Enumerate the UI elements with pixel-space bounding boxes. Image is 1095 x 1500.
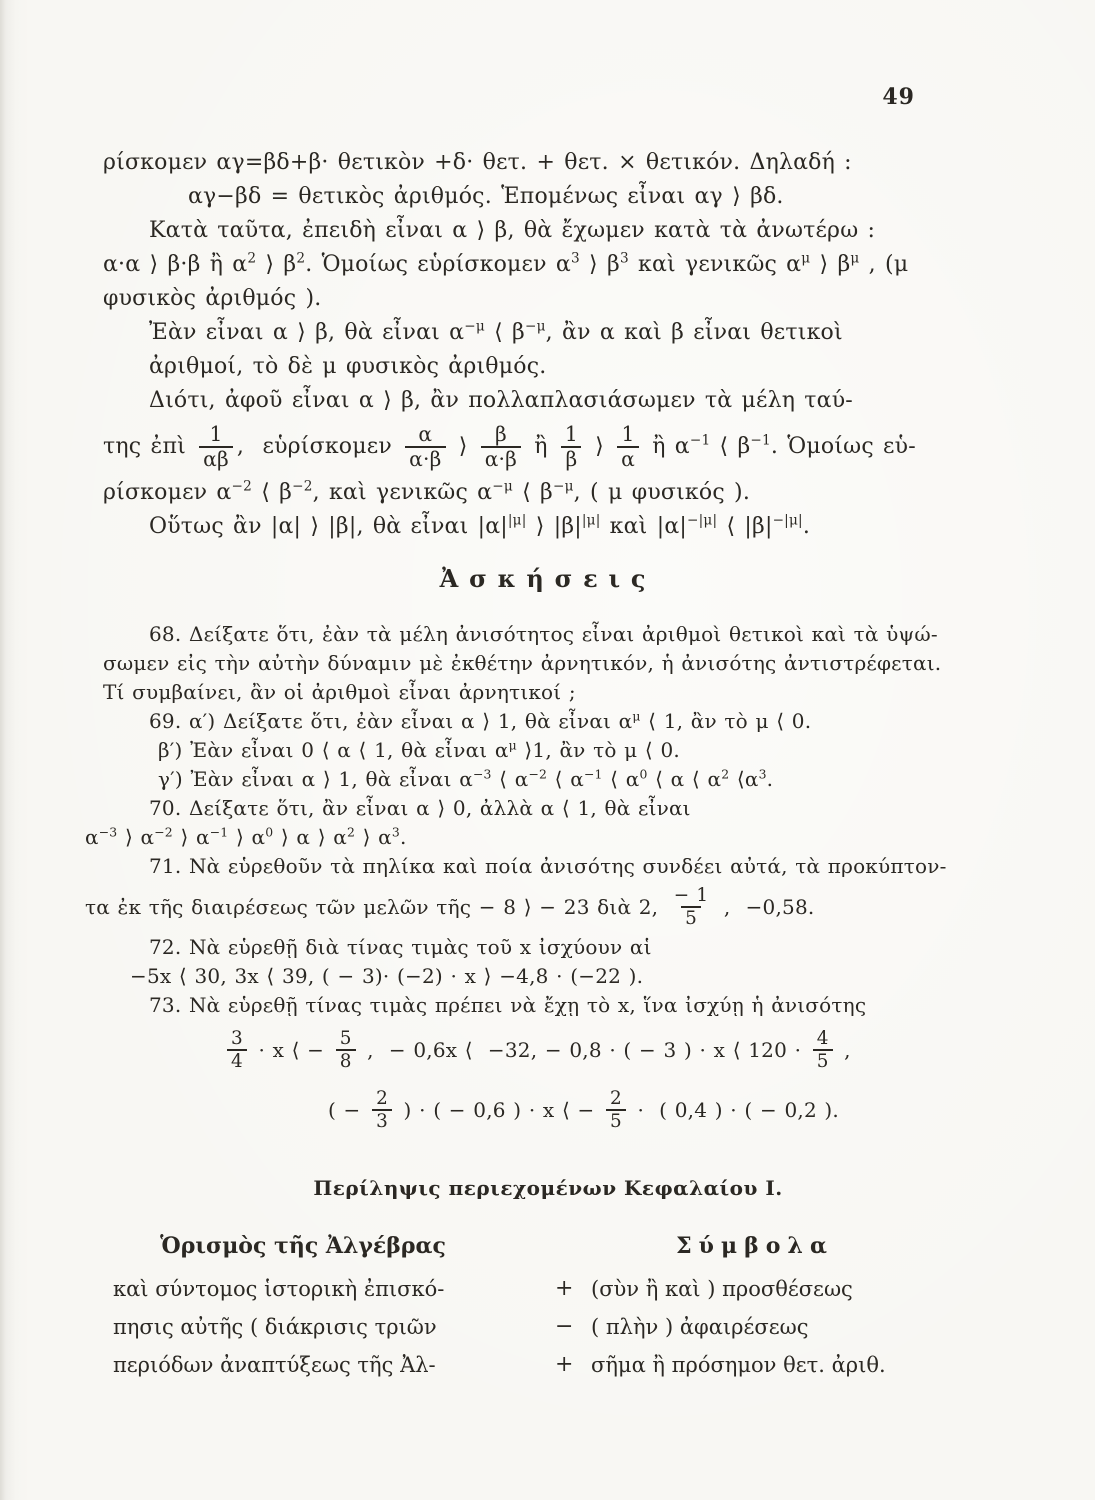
symbol-description: σῆμα ἢ πρόσημον θετ. ἀριθ. (591, 1353, 886, 1377)
math-text: · ( 0,4 ) · ( − 0,2 ). (629, 1097, 839, 1122)
plus-symbol: + (555, 1352, 574, 1377)
page-content (85, 84, 993, 1384)
math-text: ) · ( − 0,6 ) · x ⟨ − (395, 1097, 603, 1122)
intro-line-8: Διότι, ἀφοῦ εἶναι α ⟩ β, ἂν πολλαπλασιάσωμεν τὰ μέλη ταύ- (149, 388, 853, 413)
intro-paragraphs (103, 146, 993, 544)
exercise-69-line-3: γ′) Ἐὰν εἶναι α ⟩ 1, θὰ εἶναι $\alpha^{-3}$ ⟨ $\alpha^{-2}$ ⟨ $\alpha^{-1}$ ⟨ $\alpha^0$ ⟨ α ⟨ $\alpha^2$ $⟨\alpha^3$. (158, 766, 774, 791)
summary-right-column (555, 1230, 955, 1384)
fraction: $\frac{2}{5}$ (606, 1088, 626, 1132)
math-text: ( − (328, 1097, 369, 1122)
fraction: $\frac{5}{8}$ (336, 1028, 356, 1072)
exercise-73-line-1: 73. Νὰ εὑρεθῇ τίνας τιμὰς πρέπει νὰ ἔχῃ τὸ x, ἵνα ἰσχύῃ ἡ ἀνισότης (149, 993, 867, 1017)
exercise-73-formula-line-1 (103, 1020, 993, 1080)
intro-line-3: Κατὰ ταῦτα, ἐπειδὴ εἶναι α ⟩ β, θὰ ἔχωμεν κατὰ τὰ ἀνωτέρω : (149, 218, 876, 243)
symbol-row-minus-subtraction (555, 1308, 955, 1346)
exercise-69-line-2: β′) Ἐὰν εἶναι 0 ⟨ α ⟨ 1, θὰ εἶναι $\alpha^\mu$ ⟩1, ἂν τὸ μ ⟨ 0. (158, 737, 680, 762)
math-text: , εὑρίσκομεν (236, 434, 402, 459)
chapter-summary (103, 1174, 993, 1384)
exercise-71-line-1: 71. Νὰ εὑρεθοῦν τὰ πηλίκα καὶ ποία ἀνισότης συνδέει αὐτά, τὰ προκύπτον- (149, 854, 947, 878)
summary-right-heading: Σύμβολα (676, 1233, 834, 1259)
exercise-68-line-1: 68. Δείξατε ὅτι, ἐὰν τὰ μέλη ἀνισότητος εἶναι ἀριθμοὶ θετικοὶ καὶ τὰ ὑψώ- (149, 622, 938, 646)
intro-line-4: α·α ⟩ β·β ἢ $\alpha^2$ ⟩ $\beta^2$. Ὁμοίως εὑρίσκομεν $\alpha^3$ ⟩ $\beta^3$ καὶ γενικῶς $\alpha^\mu$ ⟩ $\beta^\mu$ , (μ (103, 250, 909, 277)
symbol-description: ( πλὴν ) ἀφαιρέσεως (591, 1315, 809, 1339)
summary-title: Περίληψις περιεχομένων Κεφαλαίου Ι. (313, 1176, 783, 1200)
summary-left-line-1: καὶ σύντομος ἱστορικὴ ἐπισκό- (113, 1277, 445, 1301)
page-number: 49 (882, 84, 915, 110)
fraction: $\frac{2}{3}$ (372, 1088, 392, 1132)
intro-line-10: ρίσκομεν $\alpha^{-2}$ ⟨ $\beta^{-2}$, καὶ γενικῶς $\alpha^{-\mu}$ ⟨ $\beta^{-\mu}$, ( μ φυσικός ). (103, 478, 751, 505)
symbol-row-plus-sign (555, 1346, 955, 1384)
intro-line-1: ρίσκομεν αγ=βδ+β· θετικὸν +δ· θετ. + θετ. × θετικόν. Δηλαδή : (103, 150, 852, 175)
exercise-71-fraction-line (85, 881, 993, 933)
fraction: $\frac{3}{4}$ (227, 1028, 247, 1072)
math-text: ἢ (525, 434, 557, 459)
fraction: $\frac{1}{\alpha\beta}$ (199, 423, 233, 472)
fraction: $\frac{\alpha}{\alpha\cdot\beta}$ (405, 423, 445, 472)
math-text: ⟩ (585, 434, 614, 459)
intro-line-2: αγ−βδ = θετικὸς ἀριθμός. Ἑπομένως εἶναι αγ ⟩ βδ. (188, 184, 784, 209)
exercise-72-line-1: 72. Νὰ εὑρεθῇ διὰ τίνας τιμὰς τοῦ x ἰσχύουν αἱ (149, 935, 652, 959)
fraction: $\frac{1}{\beta}$ (561, 423, 582, 472)
exercise-68-line-3: Τί συμβαίνει, ἂν οἱ ἀριθμοὶ εἶναι ἀρνητικοί ; (103, 680, 576, 704)
math-text: · x ⟨ − (250, 1037, 332, 1062)
symbol-description: (σὺν ἢ καὶ ) προσθέσεως (591, 1277, 853, 1301)
exercise-73-formula-line-2 (103, 1080, 993, 1140)
fraction: $\frac{1}{\alpha}$ (617, 423, 639, 472)
math-text: , −0,58. (716, 894, 815, 919)
intro-line-5: φυσικὸς ἀριθμός ). (103, 286, 322, 311)
intro-line-6: Ἐὰν εἶναι α ⟩ β, θὰ εἶναι $\alpha^{-\mu}$ ⟨ $\beta^{-\mu}$, ἂν α καὶ β εἶναι θετικοὶ (149, 318, 843, 345)
exercise-68-line-2: σωμεν εἰς τὴν αὐτὴν δύναμιν μὲ ἐκθέτην ἀρνητικόν, ἡ ἀνισότης ἀντιστρέφεται. (103, 651, 942, 675)
exercise-69-line-1: 69. α′) Δείξατε ὅτι, ἐὰν εἶναι α ⟩ 1, θὰ εἶναι $\alpha^\mu$ ⟨ 1, ἂν τὸ μ ⟨ 0. (149, 708, 812, 733)
math-text: ἢ $\alpha^{-1}$ ⟨ $\beta^{-1}$. Ὁμοίως εὑ- (643, 432, 916, 459)
math-text: ⟩ (449, 434, 477, 459)
exercise-72-line-2: −5x ⟨ 30, 3x ⟨ 39, ( − 3)· (−2) · x ⟩ −4,8 · (−22 ). (130, 964, 644, 988)
fraction: $\frac{4}{5}$ (813, 1028, 833, 1072)
math-text: , (836, 1037, 851, 1062)
exercise-70-line-2: $\alpha^{-3}$ ⟩ $\alpha^{-2}$ ⟩ $\alpha^{-1}$ ⟩ $\alpha^0$ ⟩ α ⟩ $\alpha^2$ ⟩ $\alpha^3$. (85, 824, 407, 849)
math-text: της ἐπὶ (103, 434, 196, 459)
summary-left-column (113, 1230, 493, 1384)
summary-left-line-2: πησις αὐτῆς ( διάκρισις τριῶν (113, 1315, 437, 1339)
summary-left-line-3: περιόδων ἀναπτύξεως τῆς Ἀλ- (113, 1353, 436, 1377)
exercise-70-line-1: 70. Δείξατε ὅτι, ἂν εἶναι α ⟩ 0, ἀλλὰ α ⟨ 1, θὰ εἶναι (149, 796, 691, 820)
summary-left-heading: Ὁρισμὸς τῆς Ἀλγέβρας (160, 1233, 446, 1259)
exercises-section (85, 620, 993, 1140)
symbol-row-plus-addition (555, 1270, 955, 1308)
intro-line-7: ἀριθμοί, τὸ δὲ μ φυσικὸς ἀριθμός. (149, 354, 547, 379)
summary-columns (103, 1230, 993, 1384)
minus-symbol: − (555, 1314, 574, 1339)
fraction: $\frac{\beta}{\alpha\cdot\beta}$ (481, 423, 521, 472)
math-text: τα ἐκ τῆς διαιρέσεως τῶν μελῶν τῆς − 8 ⟩ − 23 διὰ 2, (85, 894, 666, 919)
intro-fraction-line (103, 418, 993, 476)
intro-line-11: Οὕτως ἂν |α| ⟩ |β|, θὰ εἶναι $|\alpha|^{|\mu|}$ ⟩ $|\beta|^{|\mu|}$ καὶ $|\alpha|^{-|\mu|}$ ⟨ $|\beta|^{-|\mu|}$. (149, 512, 811, 539)
plus-symbol: + (555, 1276, 574, 1301)
exercises-heading: Ἀσκήσεις (439, 564, 657, 593)
math-text: , − 0,6x ⟨ −32, − 0,8 · ( − 3 ) · x ⟨ 120 · (359, 1037, 809, 1062)
fraction: $\frac{- 1}{5}$ (673, 884, 709, 929)
